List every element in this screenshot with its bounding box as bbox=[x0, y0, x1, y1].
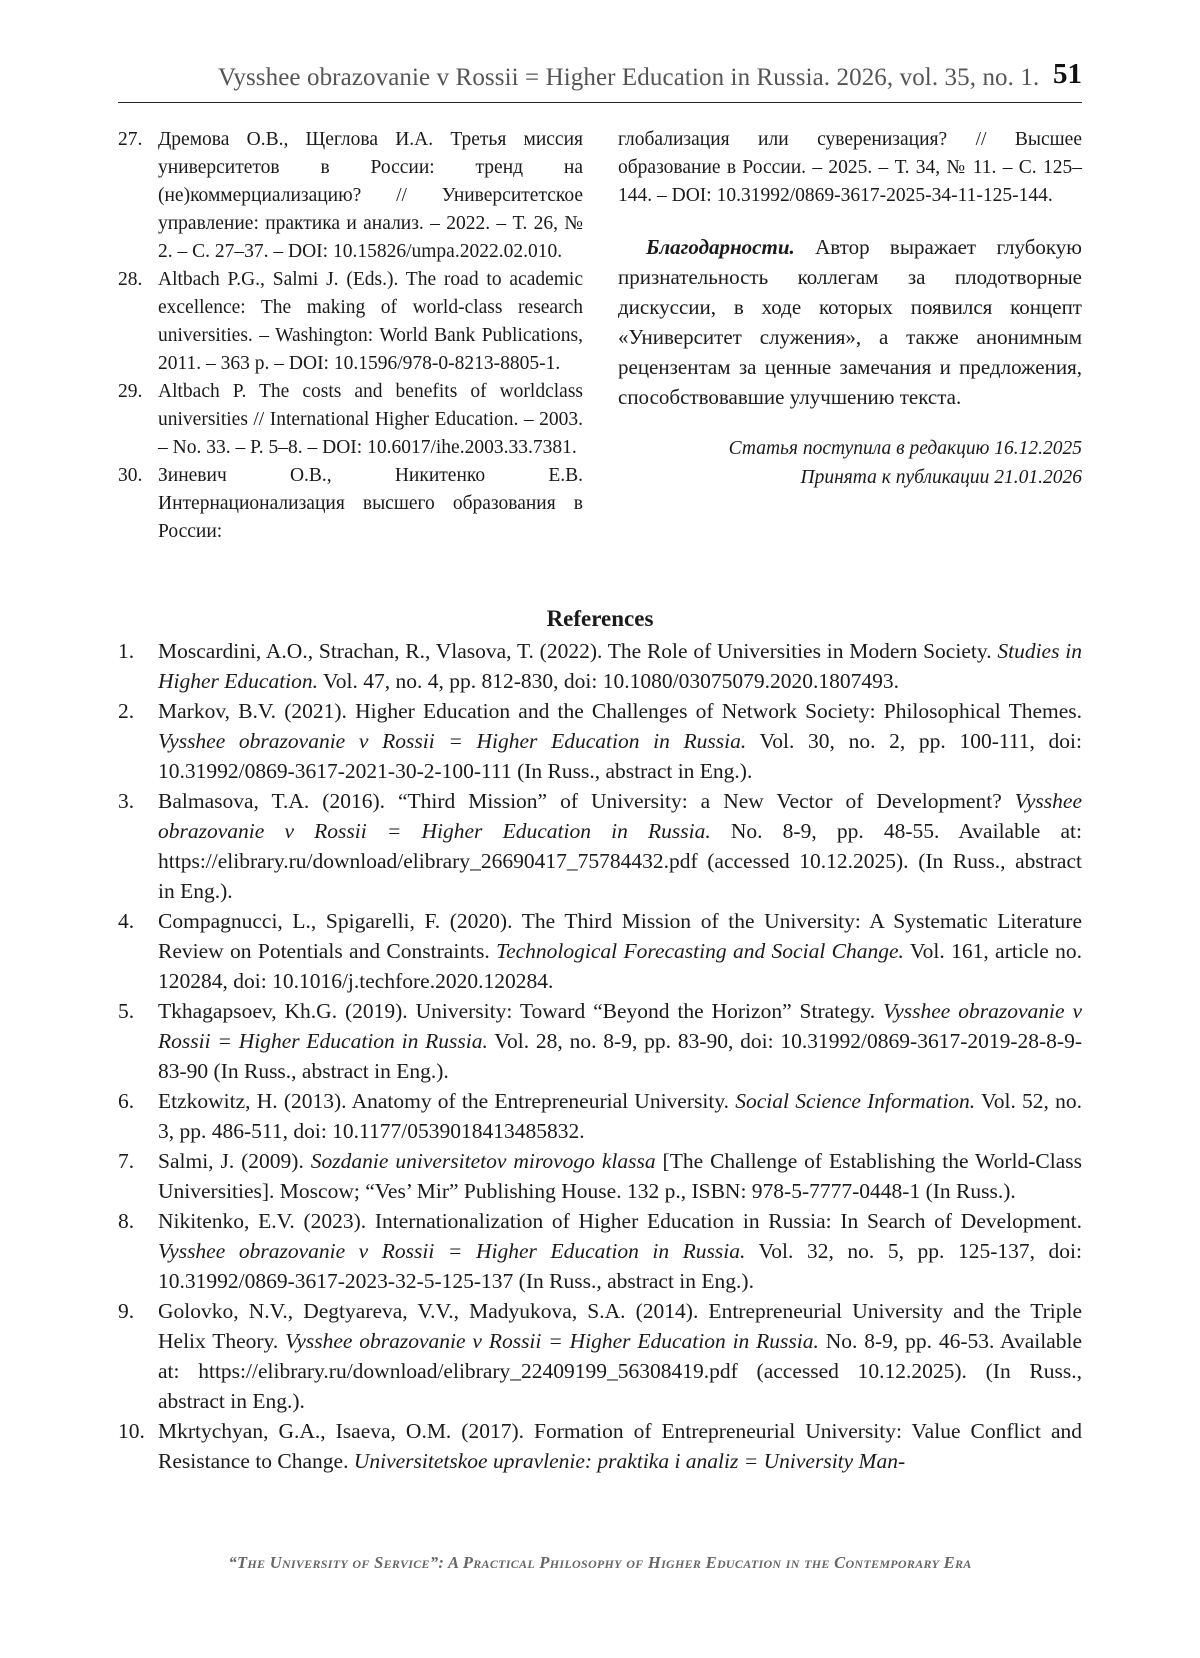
list-item bbox=[118, 1206, 1082, 1296]
ref-number: 10. bbox=[118, 1419, 145, 1443]
ref-number: 27. bbox=[118, 129, 143, 150]
ref-source: Technological Forecasting and Social Change. bbox=[496, 939, 904, 963]
list-item bbox=[118, 696, 1082, 786]
ref-number: 3. bbox=[118, 789, 135, 813]
list-item bbox=[118, 1086, 1082, 1146]
ref-number: 4. bbox=[118, 909, 135, 933]
ref-number: 8. bbox=[118, 1209, 135, 1233]
ref-text: Salmi, J. (2009). bbox=[158, 1149, 311, 1173]
ref-details: Vol. 28, no. 8-9, pp. 83-90, doi: 10.31992/0869-3617-2019-28-8-9-83-90 (In Russ., abstract in Eng.). bbox=[158, 1029, 1082, 1083]
list-item bbox=[118, 996, 1082, 1086]
ref-text: Moscardini, A.O., Strachan, R., Vlasova, T. (2022). The Role of Universities in Modern Society. bbox=[158, 639, 998, 663]
ref-number: 28. bbox=[118, 269, 143, 290]
list-item bbox=[118, 1416, 1082, 1476]
accepted-date: Принята к публикации 21.01.2026 bbox=[800, 467, 1082, 488]
ref-source: Vysshee obrazovanie v Rossii = Higher Education in Russia. bbox=[158, 1239, 746, 1263]
ref-source: Social Science Information. bbox=[735, 1089, 976, 1113]
ref-number: 6. bbox=[118, 1089, 135, 1113]
ref-source: Vysshee obrazovanie v Rossii = Higher Education in Russia. bbox=[158, 729, 747, 753]
acknowledgements bbox=[618, 232, 1082, 412]
article-dates bbox=[618, 434, 1082, 492]
ref-text: Balmasova, T.A. (2016). “Third Mission” of University: a New Vector of Development? bbox=[158, 789, 1015, 813]
running-header bbox=[118, 58, 1082, 103]
ref-details: No. 8-9, pp. 46-53. Available at: https://elibrary.ru/download/elibrary_22409199_56308419.pdf (accessed 10.12.2025). (In Russ., abstract in Eng.). bbox=[158, 1329, 1082, 1413]
ref-text: Mkrtychyan, G.A., Isaeva, O.M. (2017). Formation of Entrepreneurial University: Value Conflict and Resistance to Change. bbox=[158, 1419, 1082, 1473]
ref-source: Studies in Higher Education. bbox=[158, 639, 1082, 693]
reference-continuation: глобализация или суверенизация? // Высшее образование в России. – 2025. – Т. 34, № 11. – С. 125–144. – DOI: 10.31992/0869-3617-2025-34-11-125-144. bbox=[618, 129, 1082, 206]
ref-text: Compagnucci, L., Spigarelli, F. (2020). The Third Mission of the University: A Systematic Literature Review on Potentials and Constraints. bbox=[158, 909, 1082, 963]
ref-details: Vol. 32, no. 5, pp. 125-137, doi: 10.31992/0869-3617-2023-32-5-125-137 (In Russ., abstract in Eng.). bbox=[158, 1239, 1082, 1293]
list-item bbox=[118, 1296, 1082, 1416]
ref-details: Vol. 47, no. 4, pp. 812-830, doi: 10.1080/03075079.2020.1807493. bbox=[318, 669, 899, 693]
ref-text: Altbach P.G., Salmi J. (Eds.). The road to academic excellence: The making of world-class research universities. – Washington: World Bank Publications, 2011. – 363 p. – DOI: 10.1596/978-0-8213-8805-1. bbox=[158, 269, 583, 374]
journal-title: Vysshee obrazovanie v Rossii = Higher Education in Russia. 2026, vol. 35, no. 1. bbox=[218, 64, 1040, 91]
references-heading: References bbox=[546, 606, 654, 631]
ref-text: Nikitenko, E.V. (2023). Internationalization of Higher Education in Russia: In Search of Development. bbox=[158, 1209, 1082, 1233]
ref-text: Tkhagapsoev, Kh.G. (2019). University: Toward “Beyond the Horizon” Strategy. bbox=[158, 999, 884, 1023]
list-item bbox=[118, 786, 1082, 906]
references-list bbox=[118, 636, 1082, 1476]
received-date: Статья поступила в редакцию 16.12.2025 bbox=[728, 438, 1082, 459]
running-footer: “The University of Service”: A Practical Philosophy of Higher Education in the Contemporary Era bbox=[228, 1553, 972, 1572]
ref-details: Vol. 161, article no. 120284, doi: 10.1016/j.techfore.2020.120284. bbox=[158, 939, 1082, 993]
list-item bbox=[118, 462, 583, 546]
list-item bbox=[118, 1146, 1082, 1206]
ref-number: 9. bbox=[118, 1299, 135, 1323]
ref-number: 30. bbox=[118, 465, 143, 486]
ref-source: Sozdanie universitetov mirovogo klassa bbox=[310, 1149, 656, 1173]
ref-text: Зиневич О.В., Никитенко Е.В. Интернационализация высшего образования в России: bbox=[158, 465, 583, 542]
ref-number: 5. bbox=[118, 999, 135, 1023]
list-item bbox=[118, 906, 1082, 996]
ref-text: Golovko, N.V., Degtyareva, V.V., Madyukova, S.A. (2014). Entrepreneurial University and the Triple Helix Theory. bbox=[158, 1299, 1082, 1353]
ref-number: 7. bbox=[118, 1149, 135, 1173]
ref-source: Vysshee obrazovanie v Rossii = Higher Education in Russia. bbox=[158, 999, 1083, 1053]
acknowledgements-title: Благодарности. bbox=[646, 235, 795, 259]
list-item bbox=[118, 266, 583, 378]
ref-details: [The Challenge of Establishing the World-Class Universities]. Moscow; “Ves’ Mir” Publishing House. 132 p., ISBN: 978-5-7777-0448-1 (In Russ.). bbox=[158, 1149, 1083, 1203]
list-item bbox=[118, 126, 583, 266]
acknowledgements-text: Автор выражает глубокую признательность коллегам за плодотворные дискуссии, в ходе которых появился концепт «Университет служения», а также анонимным рецензентам за ценные замечания и предложения, способствовавшие улучшению текста. bbox=[618, 235, 1082, 409]
ref-text: Altbach P. The costs and benefits of worldclass universities // International Higher Education. – 2003. – No. 33. – P. 5–8. – DOI: 10.6017/ihe.2003.33.7381. bbox=[158, 381, 583, 458]
ref-source: Universitetskoe upravlenie: praktika i analiz = University Man- bbox=[353, 1449, 906, 1473]
ref-details: No. 8-9, pp. 48-55. Available at: https://elibrary.ru/download/elibrary_26690417_75784432.pdf (accessed 10.12.2025). (In Russ., abstract in Eng.). bbox=[158, 819, 1082, 903]
page-number: 51 bbox=[1053, 58, 1082, 90]
list-item bbox=[118, 636, 1082, 696]
ref-details: Vol. 52, no. 3, pp. 486-511, doi: 10.1177/0539018413485832. bbox=[158, 1089, 1083, 1143]
ref-number: 1. bbox=[118, 639, 135, 663]
ref-number: 29. bbox=[118, 381, 143, 402]
ref-source: Vysshee obrazovanie v Rossii = Higher Education in Russia. bbox=[285, 1329, 819, 1353]
left-column-references bbox=[118, 126, 583, 546]
ref-text: Markov, B.V. (2021). Higher Education and the Challenges of Network Society: Philosophical Themes. bbox=[158, 699, 1082, 723]
ref-source: Vysshee obrazovanie v Rossii = Higher Education in Russia. bbox=[158, 789, 1082, 843]
ref-details: Vol. 30, no. 2, pp. 100-111, doi: 10.31992/0869-3617-2021-30-2-100-111 (In Russ., abstract in Eng.). bbox=[158, 729, 1082, 783]
list-item bbox=[118, 378, 583, 462]
ref-number: 2. bbox=[118, 699, 135, 723]
right-column bbox=[618, 126, 1082, 492]
ref-text: Дремова О.В., Щеглова И.А. Третья миссия университетов в России: тренд на (не)коммерциализацию? // Университетское управление: практика и анализ. – 2022. – Т. 26, № 2. – С. 27–37. – DOI: 10.15826/umpa.2022.02.010. bbox=[158, 129, 583, 262]
ref-text: Etzkowitz, H. (2013). Anatomy of the Entrepreneurial University. bbox=[158, 1089, 736, 1113]
